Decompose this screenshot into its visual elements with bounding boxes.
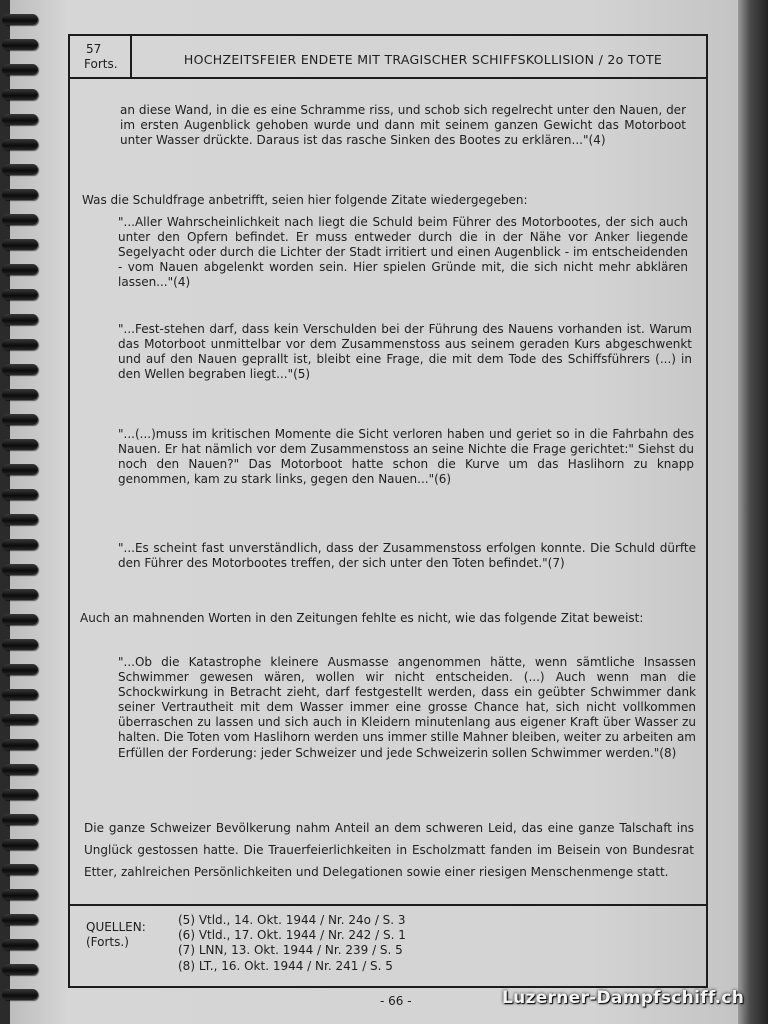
footer-page-number: - 66 - (380, 994, 412, 1008)
header-title: HOCHZEITSFEIER ENDETE MIT TRAGISCHER SCHIFFSKOLLISION / 2o TOTE (183, 52, 663, 67)
source-item: (8) LT., 16. Okt. 1944 / Nr. 241 / S. 5 (178, 958, 393, 973)
binding-ring (2, 164, 38, 175)
binding-ring (2, 439, 38, 450)
sources-label (86, 920, 146, 950)
binding-ring (2, 214, 38, 225)
paragraph-quote-6: "...(...)muss im kritischen Momente die Sicht verloren haben und geriet so in die Fahrbahn des Nauen. Er hat nämlich vor dem Zusammenstoss an seine Nichte die Frage gerichtet:" Siehst du noch den Nauen?" Das Motorboot hatte schon die Kurve um das Haslihorn zu knapp genommen, kam zu stark links, gegen den Nauen..."(6) (118, 427, 694, 487)
binding-ring (2, 939, 38, 950)
header-continued-label: Forts. (84, 57, 118, 71)
binding-ring (2, 14, 38, 25)
binding-ring (2, 289, 38, 300)
binding-ring (2, 764, 38, 775)
binding-ring (2, 39, 38, 50)
binding-ring (2, 914, 38, 925)
binding-ring (2, 89, 38, 100)
sources-continued: (Forts.) (86, 935, 129, 949)
sources-title: QUELLEN: (86, 920, 146, 934)
binding-ring (2, 489, 38, 500)
paragraph-quote-5: "...Fest-stehen darf, dass kein Verschulden bei der Führung des Nauens vorhanden ist. Warum das Motorboot unmittelbar vor dem Zusammenstoss aus seinem geraden Kurs abgeschwenkt und auf den Nauen geprallt ist, bleibt eine Frage, die mit dem Tode des Schiffsführers (...) in den Wellen begraben liegt..."(5) (118, 322, 692, 382)
paragraph-quote-4: "...Aller Wahrscheinlichkeit nach liegt die Schuld beim Führer des Motorbootes, der sich auch unter den Opfern befindet. Er muss entweder durch die in der Nähe vor Anker liegende Segelyacht oder durch die Lichter der Stadt irritiert und einen Augenblick - im entscheidenden - vom Nauen abgelenkt worden sein. Hier spielen Gründe mit, die sich nicht mehr abklären lassen..."(4) (118, 215, 688, 290)
binding-ring (2, 614, 38, 625)
binding-ring (2, 739, 38, 750)
binding-ring (2, 189, 38, 200)
binding-ring (2, 64, 38, 75)
paragraph-trauerfeier: Die ganze Schweizer Bevölkerung nahm Anteil an dem schweren Leid, das eine ganze Talschaft ins Unglück gestossen hatte. Die Trauerfeierlichkeiten in Escholzmatt fanden im Beisein von Bundesrat Etter, zahlreichen Persönlichkeiten und Delegationen sowie einer riesigen Menschenmenge statt. (84, 821, 694, 879)
paragraph-intro-mahnung: Auch an mahnenden Worten in den Zeitungen fehlte es nicht, wie das folgende Zitat beweist: (80, 611, 644, 625)
binding-ring (2, 714, 38, 725)
source-item: (7) LNN, 13. Okt. 1944 / Nr. 239 / S. 5 (178, 943, 403, 958)
binding-ring (2, 814, 38, 825)
spiral-binding (0, 0, 44, 1024)
binding-ring (2, 139, 38, 150)
binding-ring (2, 589, 38, 600)
binding-ring (2, 664, 38, 675)
watermark-text: Luzerner-Dampfschiff.ch (502, 988, 745, 1008)
binding-ring (2, 839, 38, 850)
binding-ring (2, 889, 38, 900)
binding-ring (2, 689, 38, 700)
paragraph-quote-7: "...Es scheint fast unverständlich, dass der Zusammenstoss erfolgen konnte. Die Schuld dürfte den Führer des Motorbootes treffen, der sich unter den Toten befindet."(7) (118, 541, 696, 571)
source-item: (6) Vtld., 17. Okt. 1944 / Nr. 242 / S. 1 (178, 928, 406, 943)
binding-ring (2, 114, 38, 125)
binding-ring (2, 639, 38, 650)
paragraph-intro-schuldfrage: Was die Schuldfrage anbetrifft, seien hier folgende Zitate wiedergegeben: (82, 193, 528, 207)
binding-ring (2, 239, 38, 250)
binding-ring (2, 339, 38, 350)
binding-ring (2, 564, 38, 575)
sources-section (70, 904, 706, 988)
binding-ring (2, 389, 38, 400)
header-page-reference (70, 36, 132, 77)
binding-ring (2, 314, 38, 325)
page-stack-edge (738, 0, 768, 1024)
paragraph-quote-continuation: an diese Wand, in die es eine Schramme riss, und schob sich regelrecht unter den Nauen, der im ersten Augenblick gehoben wurde und dann mit seinem ganzen Gewicht das Motorboot unter Wasser drückte. Daraus ist das rasche Sinken des Bootes zu erklären..."(4) (120, 103, 686, 148)
source-item: (5) Vtld., 14. Okt. 1944 / Nr. 24o / S. 3 (178, 913, 406, 927)
binding-ring (2, 264, 38, 275)
sources-list (178, 913, 406, 974)
binding-ring (2, 789, 38, 800)
binding-ring (2, 864, 38, 875)
binding-ring (2, 989, 38, 1000)
document-frame (68, 34, 708, 988)
binding-ring (2, 514, 38, 525)
binding-ring (2, 464, 38, 475)
page-header (70, 36, 706, 79)
binding-ring (2, 964, 38, 975)
paragraph-quote-8: "...Ob die Katastrophe kleinere Ausmasse angenommen hätte, wenn sämtliche Insassen Schwimmer gewesen wären, wollen wir nicht entscheiden. (...) Auch wenn man die Schockwirkung in Betracht zieht, darf festgestellt werden, dass ein geübter Schwimmer dank seiner Vertrautheit mit dem Wasser immer eine grosse Chance hat, sich nicht vollkommen überraschen zu lassen und sich auch in Kleidern minutenlang aus eigener Kraft über Wasser zu halten. Die Toten vom Haslihorn werden uns immer stille Mahner bleiben, weiter zu arbeiten am Erfüllen der Forderung: jeder Schweizer und jede Schweizerin sollen Schwimmer werden."(8) (118, 655, 696, 760)
binding-ring (2, 364, 38, 375)
header-page-number: 57 (86, 42, 102, 56)
binding-ring (2, 414, 38, 425)
binding-ring (2, 539, 38, 550)
